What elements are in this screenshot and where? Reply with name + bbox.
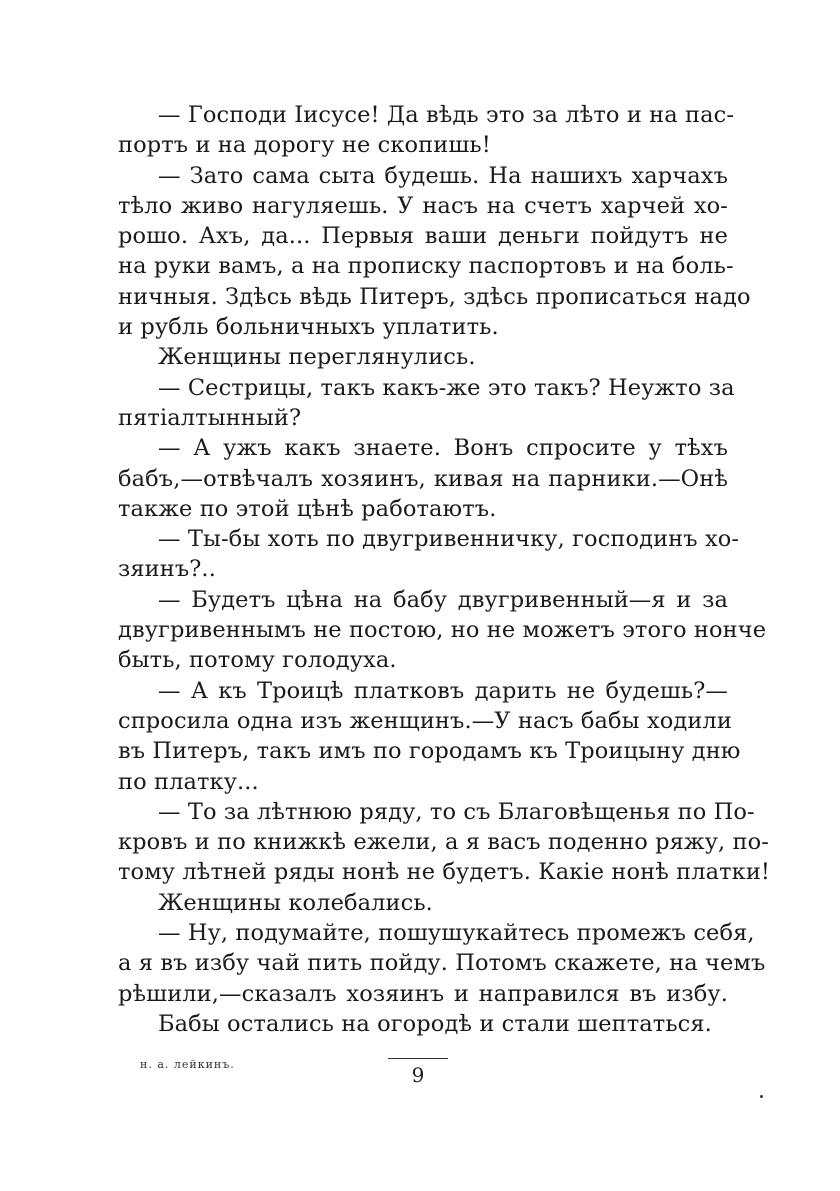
text-line: — Зато сама сыта будешь. На нашихъ харчахъ: [158, 162, 728, 189]
text-line: — Будетъ цѣна на бабу двугривенный—я и за: [158, 586, 728, 613]
text-line: тому лѣтней ряды нонѣ не будетъ. Какіе нонѣ платки!: [118, 859, 771, 886]
text-line: и рубль больничныхъ уплатить.: [118, 314, 499, 341]
text-line: — А ужъ какъ знаете. Вонъ спросите у тѣхъ: [158, 435, 728, 462]
text-line: пятіалтынный?: [118, 404, 302, 431]
text-line: — Ну, подумайте, пошушукайтесь промежъ себя,: [158, 920, 755, 947]
text-line: — То за лѣтнюю ряду, то съ Благовѣщенья по По-: [158, 798, 755, 825]
text-line: тѣло живо нагуляешь. У насъ на счетъ харчей хо-: [118, 192, 728, 219]
text-line: въ Питеръ, такъ имъ по городамъ къ Троицыну дню: [118, 738, 741, 765]
text-line: зяинъ?..: [118, 556, 216, 583]
text-line: на руки вамъ, а на прописку паспортовъ и на боль-: [118, 253, 734, 280]
text-line: — Ты-бы хоть по двугривенничку, господинъ хо-: [158, 526, 740, 553]
text-line: Женщины колебались.: [158, 889, 433, 916]
text-line: также по этой цѣнѣ работаютъ.: [118, 495, 497, 522]
page-number-rule: [388, 1058, 448, 1059]
text-line: спросила одна изъ женщинъ.—У насъ бабы ходили: [118, 707, 732, 734]
text-line: рошо. Ахъ, да... Первыя ваши деньги пойдутъ не: [118, 223, 728, 250]
text-line: ничныя. Здѣсь вѣдь Питеръ, здѣсь прописаться надо: [118, 283, 751, 310]
text-line: быть, потому голодуха.: [118, 647, 397, 674]
printer-signature: н. а. лейкинъ.: [140, 1058, 235, 1071]
text-line: портъ и на дорогу не скопишь!: [118, 132, 491, 159]
text-line: рѣшили,—сказалъ хозяинъ и направился въ избу.: [118, 980, 728, 1007]
text-line: двугривеннымъ не постою, но не можетъ этого нонче: [118, 617, 767, 644]
text-line: а я въ избу чай пить пойду. Потомъ скажете, на чемъ: [118, 950, 766, 977]
print-speck: [760, 1095, 763, 1098]
page-number: 9: [411, 1063, 425, 1087]
text-line: кровъ и по книжкѣ ежели, а я васъ поденно ряжу, по-: [118, 829, 769, 856]
text-line: по платку...: [118, 768, 259, 795]
text-line: Бабы остались на огородѣ и стали шептаться.: [158, 1010, 712, 1037]
body-text: [118, 100, 771, 1039]
text-line: — Сестрицы, такъ какъ-же это такъ? Неужто за: [158, 374, 735, 401]
text-line: Женщины переглянулись.: [158, 344, 476, 371]
text-line: — Господи Іисусе! Да вѣдь это за лѣто и на пас-: [158, 102, 735, 128]
text-line: бабъ,—отвѣчалъ хозяинъ, кивая на парники.—Онѣ: [118, 465, 728, 492]
text-line: — А къ Троицѣ платковъ дарить не будешь?—: [158, 677, 728, 704]
